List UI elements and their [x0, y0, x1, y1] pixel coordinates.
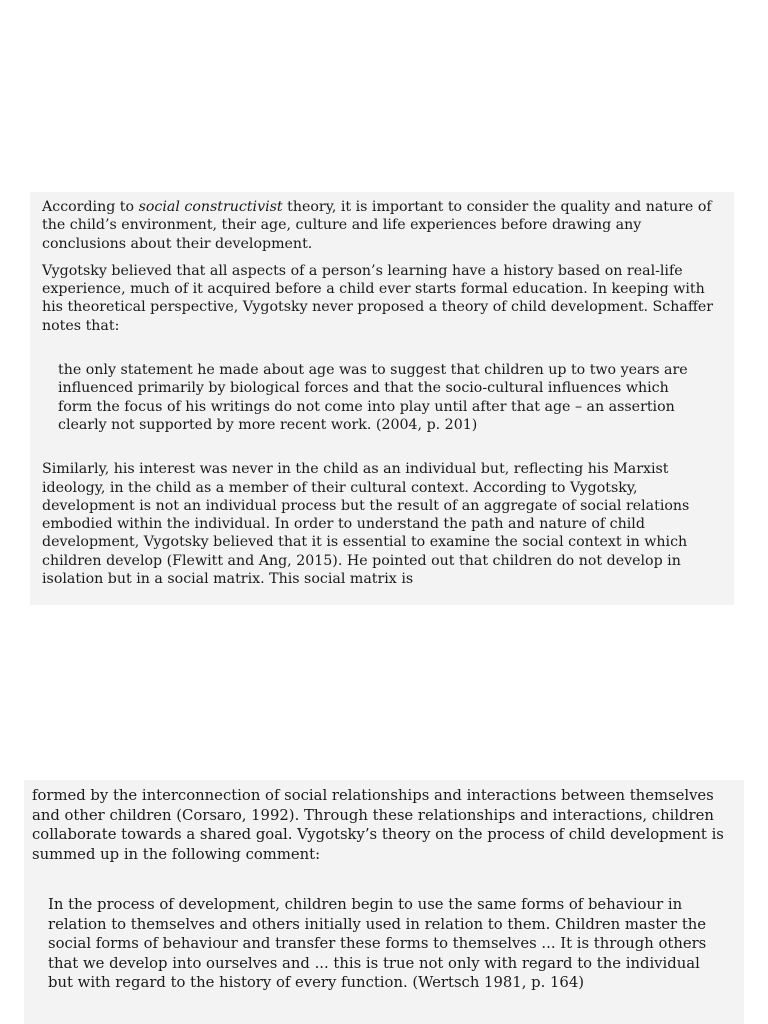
text-panel-bottom	[24, 780, 744, 1024]
paragraph-rest: theory, it is important to consider the quality and nature of the child’s environment, their age, culture and life experiences before drawing any conclusions about their development.	[42, 199, 712, 252]
text-panel-top	[30, 192, 734, 605]
paragraph-social-context: Similarly, his interest was never in the child as an individual but, reflecting his Marxist ideology, in the child as a member of their cultural context. According to Vygotsky, development is not an individual process but the result of an aggregate of social relations embodied within the individual. In order to understand the path and nature of child development, Vygotsky believed that it is essential to examine the social context in which children develop (Flewitt and Ang, 2015). He pointed out that children do not develop in isolation but in a social matrix. This social matrix is	[42, 461, 690, 588]
block-quote-schaffer: the only statement he made about age was to suggest that children up to two years are influenced primarily by biological forces and that the socio-cultural influences which form the focus of his writings do not come into play until after that age – an assertion clearly not supported by more recent work. (2004, p. 201)	[58, 362, 688, 433]
block-quote-wertsch: In the process of development, children begin to use the same forms of behaviour in relation to themselves and others initially used in relation to them. Children master the social forms of behaviour and transfer these forms to themselves ... It is through others that we develop into ourselves and ... this is true not only with regard to the individual but with regard to the history of every function. (Wertsch 1981, p. 164)	[48, 896, 707, 991]
paragraph-social-matrix: formed by the interconnection of social relationships and interactions between themselves and other children (Corsaro, 1992). Through these relationships and interactions, children collaborate towards a shared goal. Vygotsky’s theory on the process of child development is summed up in the following comment:	[32, 787, 724, 863]
paragraph-vygotsky-learning: Vygotsky believed that all aspects of a person’s learning have a history based on real-life experience, much of it acquired before a child ever starts formal education. In keeping with his theoretical perspective, Vygotsky never proposed a theory of child development. Schaffer notes that:	[42, 262, 714, 334]
paragraph-social-constructivist	[42, 198, 714, 253]
paragraph-lead: According to	[42, 199, 139, 215]
emphasis-term: social constructivist	[138, 199, 283, 215]
